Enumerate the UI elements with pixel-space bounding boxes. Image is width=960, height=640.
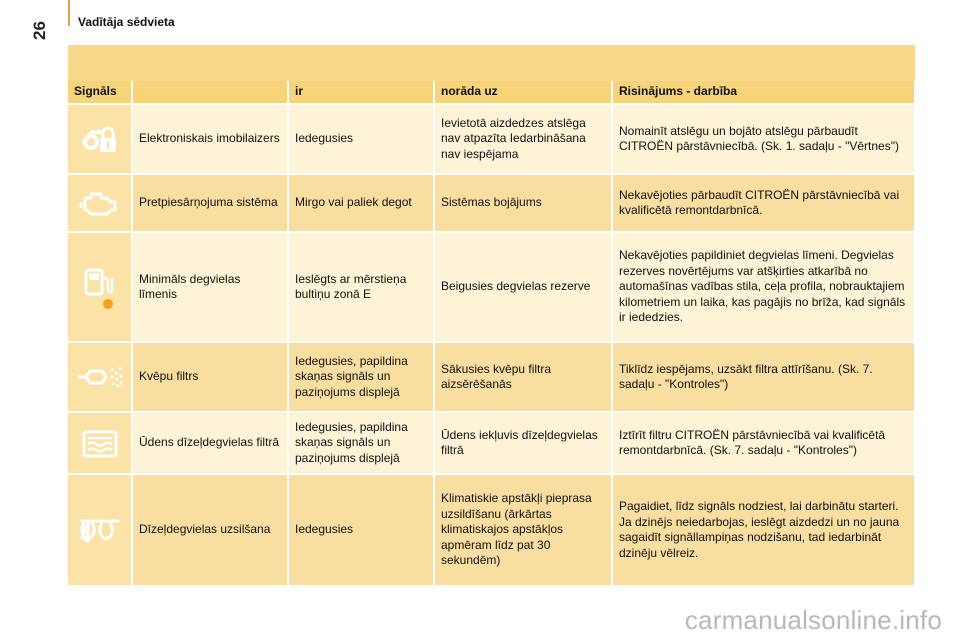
signal-name: Kvēpu filtrs (132, 342, 288, 412)
column-header-signal: Signāls (68, 81, 132, 104)
signal-name: Dīzeļdegvielas uzsilšana (132, 474, 288, 586)
signal-icon-cell (68, 342, 132, 412)
signal-action: Nekavējoties papildiniet degvielas līmeni. Degvielas rezerves novērtējums var atšķirties atkarībā no automašīnas vadības stila, ceļa profila, nobrauktajiem kilometriem un laika, kas pagājis no brīža, kad signāls ir iededzies. (612, 232, 915, 342)
table-row (68, 104, 915, 174)
signal-icon-cell (68, 174, 132, 232)
column-header-name (132, 81, 288, 104)
watermark: carmanualsonline.info (684, 605, 942, 635)
signal-icon-cell (68, 104, 132, 174)
signal-action: Pagaidiet, līdz signāls nodziest, lai darbinātu starteri. Ja dzinējs neiedarbojas, ieslēgt aizdedzi un no jauna sagaidīt signāllampiņas nodzišanu, tad iedarbināt dzinēju vēlreiz. (612, 474, 915, 586)
table-row (68, 412, 915, 474)
immobilizer-key-lock-icon (80, 122, 120, 156)
table-row (68, 174, 915, 232)
signal-name: Pretpiesārņojuma sistēma (132, 174, 288, 232)
signal-state: Iedegusies (288, 474, 434, 586)
table-row (68, 342, 915, 412)
signal-cause: Sākusies kvēpu filtra aizsērēšanās (434, 342, 612, 412)
signal-action: Iztīrīt filtru CITROËN pārstāvniecībā vai kvalificētā remontdarbnīcā. (Sk. 7. sadaļu - "Kontroles") (612, 412, 915, 474)
page-number: 26 (30, 21, 49, 40)
column-header-cause: norāda uz (434, 81, 612, 104)
column-header-state: ir (288, 81, 434, 104)
signal-name: Ūdens dīzeļdegvielas filtrā (132, 412, 288, 474)
table-header-row (68, 81, 915, 104)
signal-cause: Ievietotā aizdedzes atslēga nav atpazīta Iedarbināšana nav iespējama (434, 104, 612, 174)
section-accent-line (68, 0, 70, 26)
particle-filter-icon (76, 362, 124, 392)
table-row (68, 232, 915, 342)
signal-name: Elektroniskais imobilaizers (132, 104, 288, 174)
signal-action: Nekavējoties pārbaudīt CITROËN pārstāvniecībā vai kvalificētā remontdarbnīcā. (612, 174, 915, 232)
signal-state: Mirgo vai paliek degot (288, 174, 434, 232)
diesel-preheat-icon (78, 515, 122, 545)
fuel-pump-icon (80, 264, 120, 310)
signal-cause: Sistēmas bojājums (434, 174, 612, 232)
signal-cause: Ūdens iekļuvis dīzeļdegvielas filtrā (434, 412, 612, 474)
section-title: Vadītāja sēdvieta (78, 15, 175, 29)
signal-action: Nomainīt atslēgu un bojāto atslēgu pārbaudīt CITROËN pārstāvniecībā. (Sk. 1. sadaļu - "Vērtnes") (612, 104, 915, 174)
warning-lights-table (68, 81, 916, 587)
signal-state: Ieslēgts ar mērstieņa bultiņu zonā E (288, 232, 434, 342)
signal-name: Minimāls degvielas līmenis (132, 232, 288, 342)
signal-icon-cell (68, 412, 132, 474)
signal-action: Tiklīdz iespējams, uzsākt filtra attīrīšanu. (Sk. 7. sadaļu - "Kontroles") (612, 342, 915, 412)
signal-state: Iedegusies, papildina skaņas signāls un paziņojums displejā (288, 412, 434, 474)
engine-check-icon (79, 188, 121, 218)
signal-state: Iedegusies, papildina skaņas signāls un paziņojums displejā (288, 342, 434, 412)
signal-cause: Klimatiskie apstākļi pieprasa uzsildīšanu (ārkārtas klimatiskajos apstākļos apmēram līdz pat 30 sekundēm) (434, 474, 612, 586)
table-row (68, 474, 915, 586)
column-header-action: Risinājums - darbība (612, 81, 915, 104)
table-title-band (68, 45, 915, 81)
signal-cause: Beigusies degvielas rezerve (434, 232, 612, 342)
signal-state: Iedegusies (288, 104, 434, 174)
water-in-diesel-icon (80, 426, 120, 460)
signal-icon-cell (68, 232, 132, 342)
signal-icon-cell (68, 474, 132, 586)
